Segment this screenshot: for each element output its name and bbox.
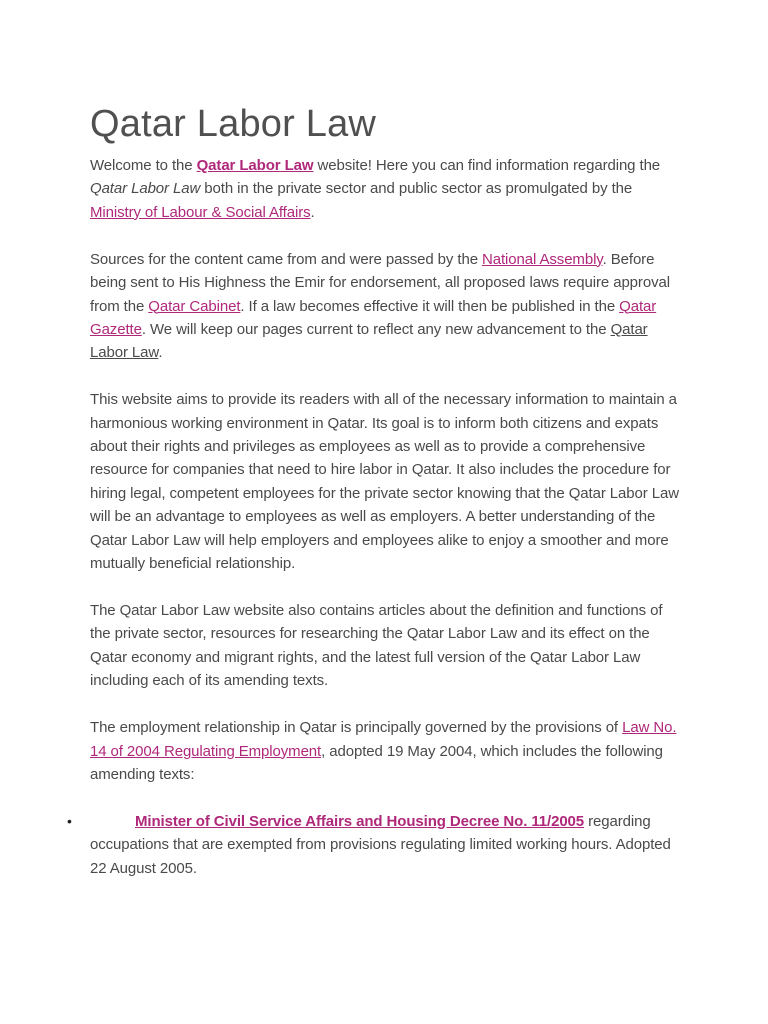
employment-text-2: , adopted 19 May 2004, which includes the following amending texts: [90, 742, 663, 783]
aims-paragraph: This website aims to provide its readers with all of the necessary information to maintain a harmonious working environment in Qatar. Its goal is to inform both citizens and expats about their rights and privileges as employees as well as to provide a comprehensive resource for companies that need to hire labor in Qatar. It also includes the procedure for hiring legal, competent employees for the private sector knowing that the Qatar Labor Law will be an advantage to employees as well as employers. A better understanding of the Qatar Labor Law will help employers and employees alike to enjoy a smoother and more mutually beneficial relationship. [90, 391, 679, 573]
intro-text-3: both in the private sector and public sector as promulgated by the [200, 180, 633, 198]
sources-paragraph [90, 248, 680, 365]
ministry-link[interactable]: Ministry of Labour & Social Affairs [90, 203, 311, 221]
contents-paragraph: The Qatar Labor Law website also contains articles about the definition and functions of the private sector, resources for researching the Qatar Labor Law and its effect on the Qatar economy and migrant rights, and the latest full version of the Qatar Labor Law including each of its amending texts. [90, 602, 663, 690]
bullet-icon: • [67, 812, 72, 829]
sources-text-1: Sources for the content came from and were passed by the [90, 250, 483, 268]
intro-emphasis: Qatar Labor Law [90, 180, 201, 198]
intro-text-2: website! Here you can find information regarding the [313, 157, 661, 174]
qatar-labor-law-link[interactable]: Qatar Labor Law [196, 157, 314, 174]
sources-text-5: . [158, 344, 163, 362]
national-assembly-link[interactable]: National Assembly [482, 250, 603, 268]
qatar-cabinet-link[interactable]: Qatar Cabinet [148, 297, 241, 315]
decree-link[interactable]: Minister of Civil Service Affairs and Housing Decree No. 11/2005 [135, 812, 585, 830]
employment-text-1: The employment relationship in Qatar is principally governed by the provisions of [90, 719, 623, 737]
law-no-14-link[interactable]: Law No. 14 of 2004 Regulating Employment [90, 719, 677, 760]
sources-text-2: . Before being sent to His Highness the Emir for endorsement, all proposed laws require approval from the [90, 250, 670, 315]
employment-paragraph [90, 716, 680, 786]
qatar-gazette-link[interactable]: Qatar Gazette [90, 297, 657, 338]
intro-text-1: Welcome to the [90, 157, 197, 174]
intro-text-4: . [310, 203, 315, 221]
list-item-text: regarding occupations that are exempted from provisions regulating limited working hours. Adopted 22 August 2005. [90, 812, 671, 877]
page-title: Qatar Labor Law [90, 103, 377, 145]
sources-text-3: . If a law becomes effective it will then be published in the [240, 297, 620, 315]
sources-text-4: . We will keep our pages current to reflect any new advancement to the [141, 320, 611, 338]
intro-paragraph [90, 154, 680, 224]
amending-texts-list [67, 810, 680, 880]
article [67, 100, 680, 880]
qatar-labor-law-link-2[interactable]: Qatar Labor Law [90, 320, 648, 362]
list-item [67, 810, 680, 880]
